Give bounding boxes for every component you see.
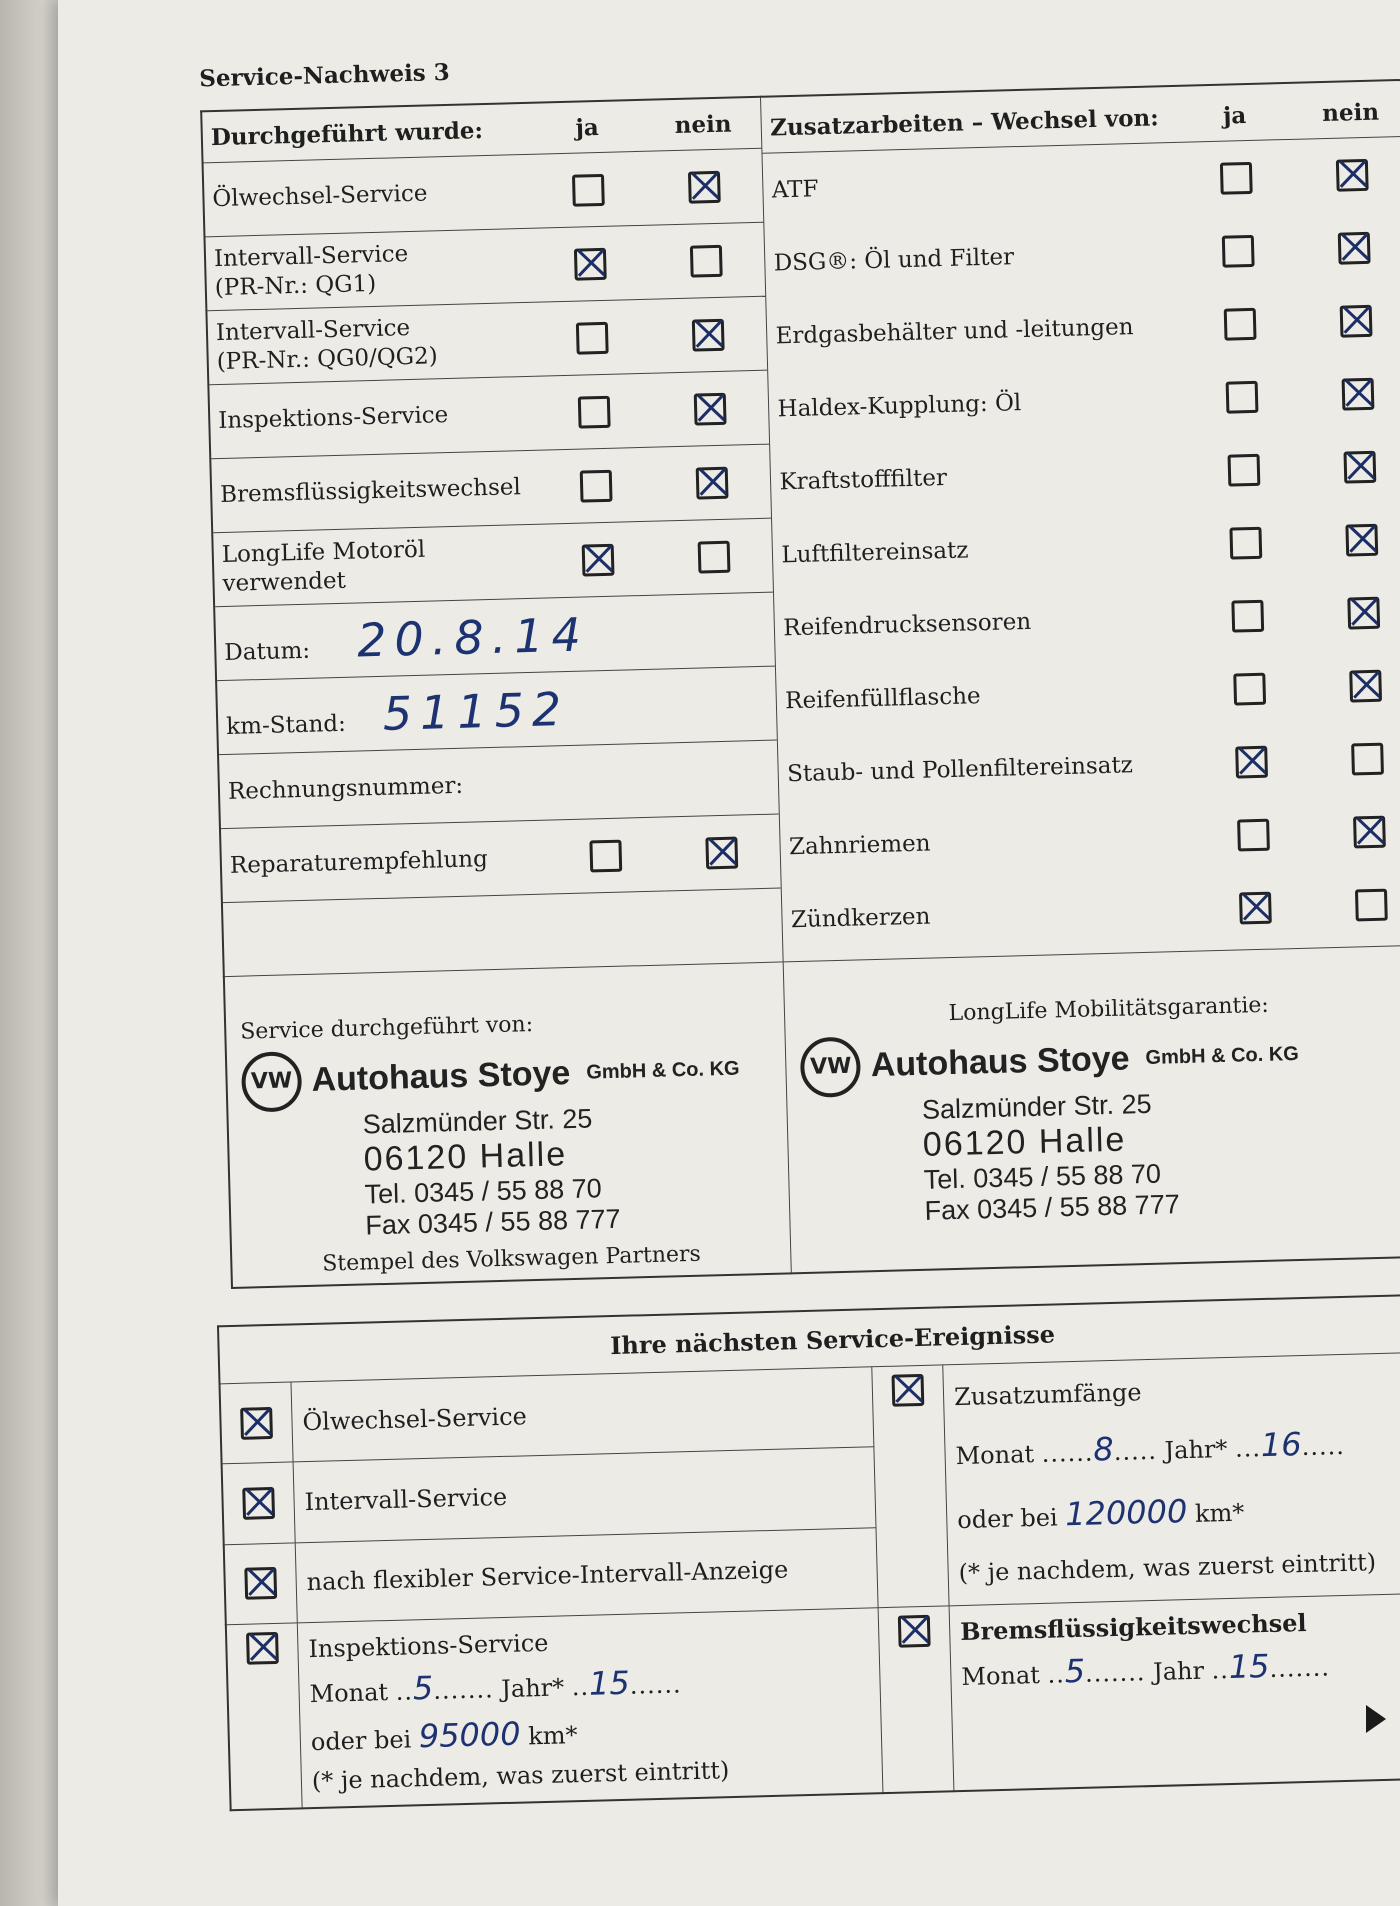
brems-jahr-label: Jahr <box>1152 1656 1205 1687</box>
zusatz-km-value[interactable]: 120000 <box>1064 1492 1188 1534</box>
ja-header: ja <box>1176 89 1293 143</box>
firm-tel: Tel. 0345 / 55 88 70 <box>364 1172 603 1209</box>
page-turn-arrow-icon <box>1366 1705 1386 1733</box>
firm-street: Salzmünder Str. 25 <box>362 1103 593 1140</box>
checkbox-nein-checked[interactable] <box>694 392 727 425</box>
performed-services-column <box>201 97 783 977</box>
reparatur-label: Reparaturempfehlung <box>229 845 489 879</box>
zusatz-note: (* je nachdem, was zuerst eintritt) <box>958 1548 1377 1588</box>
checkbox-ja-checked[interactable] <box>1235 745 1268 778</box>
zusatz-km-suffix: km* <box>1194 1498 1245 1528</box>
checkbox-nein-checked[interactable] <box>1340 304 1373 337</box>
inspektion-jahr-label: Jahr* <box>500 1673 565 1704</box>
row-sublabel: (PR-Nr.: QG1) <box>214 270 377 301</box>
checkbox-nein-checked[interactable] <box>1349 669 1382 702</box>
checkbox-oelwechsel-checked[interactable] <box>240 1407 273 1440</box>
checkbox-nein-checked[interactable] <box>692 318 725 351</box>
checkbox-ja[interactable] <box>1233 672 1266 705</box>
row-sublabel: verwendet <box>222 567 347 597</box>
extra-label: Reifenfüllflasche <box>784 682 981 714</box>
checkbox-zusatz-checked[interactable] <box>891 1374 924 1407</box>
inspektion-note: (* je nachdem, was zuerst eintritt) <box>311 1756 730 1796</box>
firm-tel: Tel. 0345 / 55 88 70 <box>923 1158 1162 1195</box>
zusatz-jahr-label: Jahr* <box>1164 1434 1228 1465</box>
next-service-title: Ihre nächsten Service-Ereignisse <box>218 1294 1400 1384</box>
checkbox-nein-checked[interactable] <box>688 170 721 203</box>
checkbox-ja[interactable] <box>576 321 609 354</box>
rechnung-label: Rechnungsnummer: <box>227 772 464 805</box>
service-record-table <box>200 79 1400 1289</box>
km-label: km-Stand: <box>225 710 347 740</box>
checkbox-nein-checked[interactable] <box>1347 596 1380 629</box>
extra-label: ATF <box>771 175 819 203</box>
empty-row <box>223 888 783 976</box>
service-sheet <box>168 4 1400 1816</box>
checkbox-nein-checked[interactable] <box>1343 450 1376 483</box>
inspektion-km-suffix: km* <box>527 1721 578 1751</box>
checkbox-ja[interactable] <box>1220 161 1253 194</box>
checkbox-ja-checked[interactable] <box>574 247 607 280</box>
checkbox-nein-checked[interactable] <box>1345 523 1378 556</box>
inspektion-block: Inspektions-Service Monat ..5....... Jahr* ..15...... oder bei 95000 km* (* je nachdem, was zuerst eintritt) <box>297 1608 883 1809</box>
km-value[interactable]: 51152 <box>382 681 570 741</box>
firm-city: 06120 Halle <box>922 1120 1127 1164</box>
extra-label: Luftfiltereinsatz <box>781 536 969 568</box>
extra-label: Erdgasbehälter und -leitungen <box>775 313 1134 349</box>
checkbox-ja[interactable] <box>572 173 605 206</box>
extra-label: Zahnriemen <box>788 830 931 860</box>
stamp-footer: Stempel des Volkswagen Partners <box>321 1241 702 1277</box>
zusatz-label: Zusatzumfänge <box>953 1378 1142 1412</box>
firm-street: Salzmünder Str. 25 <box>921 1088 1152 1125</box>
inspektion-jahr-value[interactable]: 15 <box>588 1663 631 1703</box>
dealer-stamp <box>800 1021 1400 1229</box>
checkbox-ja[interactable] <box>1224 307 1257 340</box>
checkbox-nein[interactable] <box>698 540 731 573</box>
inspektion-km-prefix: oder bei <box>310 1725 412 1757</box>
mobility-guarantee-label: LongLife Mobilitätsgarantie: <box>948 992 1270 1026</box>
zusatz-km-prefix: oder bei <box>956 1503 1059 1535</box>
booklet-page <box>58 0 1400 1906</box>
checkbox-ja[interactable] <box>580 469 613 502</box>
inspektion-monat-label: Monat <box>309 1678 389 1709</box>
page-title: Service-Nachweis 3 <box>198 58 451 93</box>
checkbox-ja[interactable] <box>578 395 611 428</box>
zusatz-block: Zusatzumfänge Monat ......8..... Jahr* ...16..... oder bei 120000 km* (* je nachdem, was zuerst eintritt) <box>943 1352 1400 1606</box>
next-service-table <box>217 1293 1400 1811</box>
inspektion-km-value[interactable]: 95000 <box>418 1714 522 1756</box>
checkbox-ja-checked[interactable] <box>582 543 615 576</box>
nein-header: nein <box>644 98 761 152</box>
inspektion-label: Inspektions-Service <box>308 1628 549 1664</box>
checkbox-inspektion-checked[interactable] <box>246 1632 279 1665</box>
checkbox-ja[interactable] <box>1228 453 1261 486</box>
checkbox-nein[interactable] <box>1351 742 1384 775</box>
nein-header: nein <box>1292 86 1400 140</box>
zusatz-monat-value[interactable]: 8 <box>1092 1429 1115 1469</box>
extra-label: DSG®: Öl und Filter <box>773 243 1015 276</box>
checkbox-nein-checked[interactable] <box>1342 377 1375 410</box>
brems-jahr-value[interactable]: 15 <box>1228 1646 1270 1687</box>
performed-title: Durchgeführt wurde: <box>202 104 530 163</box>
extra-label: Kraftstofffilter <box>779 464 948 495</box>
row-label: LongLife Motoröl <box>221 536 426 568</box>
vw-logo-icon: VW <box>800 1036 862 1098</box>
row-label: Bremsflüssigkeitswechsel <box>219 474 522 509</box>
checkbox-nein-checked[interactable] <box>1336 158 1369 191</box>
checkbox-nein-checked[interactable] <box>706 836 739 869</box>
zusatz-jahr-value[interactable]: 16 <box>1260 1425 1303 1465</box>
firm-fax: Fax 0345 / 55 88 777 <box>365 1203 621 1240</box>
datum-label: Datum: <box>224 637 311 666</box>
brems-block: Bremsflüssigkeitswechsel Monat ..5....... Jahr ..15....... <box>949 1593 1400 1792</box>
row-label: Inspektions-Service <box>217 402 449 435</box>
extra-label: Staub- und Pollenfiltereinsatz <box>786 751 1134 787</box>
checkbox-flexibel-checked[interactable] <box>244 1567 277 1600</box>
checkbox-nein[interactable] <box>690 244 723 277</box>
extra-label: Reifendrucksensoren <box>782 608 1032 641</box>
oelwechsel-label: Ölwechsel-Service <box>291 1367 874 1463</box>
extra-work-column <box>761 80 1400 962</box>
checkbox-ja[interactable] <box>1237 818 1270 851</box>
firm-city: 06120 Halle <box>363 1134 568 1178</box>
checkbox-ja[interactable] <box>1226 380 1259 413</box>
dealer-stamp <box>241 1038 776 1244</box>
extra-title: Zusatzarbeiten – Wechsel von: <box>762 92 1178 153</box>
row-label: Ölwechsel-Service <box>212 180 428 213</box>
service-by-label: Service durchgeführt von: <box>239 1011 534 1045</box>
checkbox-ja[interactable] <box>1229 526 1262 559</box>
stamp-left-cell <box>224 962 792 1288</box>
checkbox-intervall-checked[interactable] <box>242 1487 275 1520</box>
checkbox-nein[interactable] <box>1355 888 1388 921</box>
row-label: Intervall-Service <box>215 314 411 346</box>
checkbox-ja[interactable] <box>1231 599 1264 632</box>
zusatz-monat-label: Monat <box>955 1440 1035 1471</box>
checkbox-ja-checked[interactable] <box>1239 891 1272 924</box>
extra-label: Haldex-Kupplung: Öl <box>777 389 1022 422</box>
brems-monat-label: Monat <box>961 1660 1041 1692</box>
row-label: Intervall-Service <box>213 240 409 272</box>
row-sublabel: (PR-Nr.: QG0/QG2) <box>216 342 438 375</box>
brems-monat-value[interactable]: 5 <box>1064 1651 1086 1691</box>
firm-suffix: GmbH & Co. KG <box>1145 1042 1300 1069</box>
inspektion-monat-value[interactable]: 5 <box>412 1668 434 1708</box>
checkbox-brems-checked[interactable] <box>898 1615 931 1648</box>
extra-label: Zündkerzen <box>790 903 931 933</box>
checkbox-nein-checked[interactable] <box>1338 231 1371 264</box>
checkbox-ja[interactable] <box>590 839 623 872</box>
checkbox-nein-checked[interactable] <box>1353 815 1386 848</box>
checkbox-ja[interactable] <box>1222 234 1255 267</box>
brems-label: Bremsflüssigkeitswechsel <box>959 1607 1307 1647</box>
firm-name: Autohaus Stoye <box>870 1039 1131 1085</box>
firm-name: Autohaus Stoye <box>311 1054 571 1099</box>
firm-fax: Fax 0345 / 55 88 777 <box>924 1188 1181 1226</box>
checkbox-nein-checked[interactable] <box>696 466 729 499</box>
vw-logo-icon: VW <box>241 1051 303 1113</box>
stamp-right-cell <box>784 945 1400 1273</box>
ja-header: ja <box>529 101 646 155</box>
intervall-label: Intervall-Service <box>293 1447 876 1543</box>
datum-value[interactable]: 20.8.14 <box>356 606 590 667</box>
flexibel-label: nach flexibler Service-Intervall-Anzeige <box>295 1527 878 1623</box>
firm-suffix: GmbH & Co. KG <box>586 1057 740 1084</box>
